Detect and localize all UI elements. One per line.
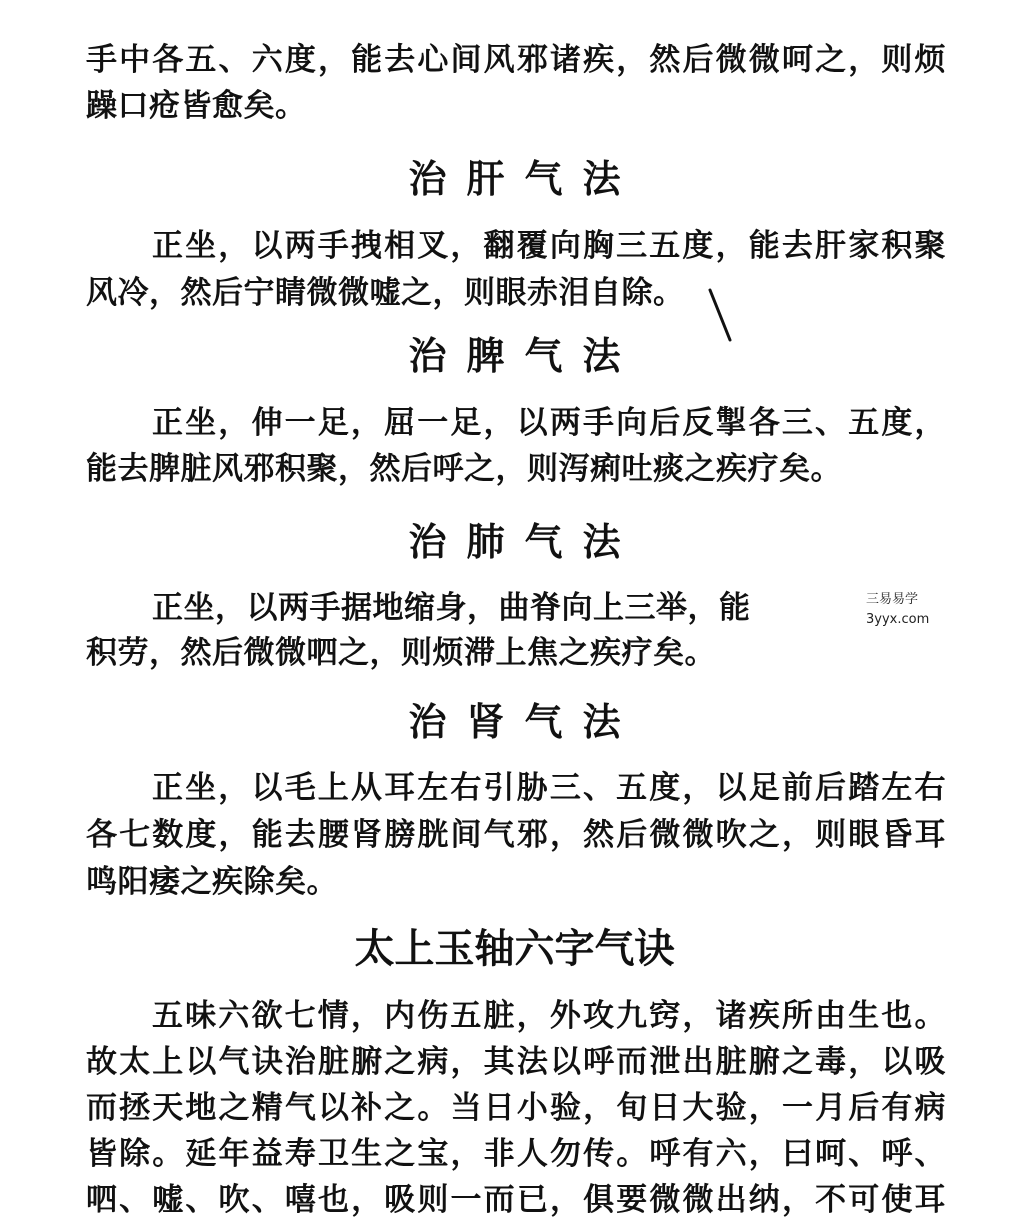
watermark-line: 3yyx.com (866, 612, 930, 627)
paragraph-line: 而拯天地之精气以补之。当日小验，旬日大验，一月后有病 (86, 1090, 946, 1126)
section-heading-kidney: 治肾气法 (408, 699, 641, 744)
paragraph-line: 正坐，以两手拽相叉，翻覆向胸三五度，能去肝家积聚 (152, 228, 946, 264)
paragraph-line: 风冷，然后宁睛微微嘘之，则眼赤泪自除。 (86, 275, 685, 311)
paragraph-line: 鸣阳痿之疾除矣。 (86, 864, 338, 900)
site-watermark (866, 590, 956, 630)
paragraph-line: 呬、嘘、吹、嘻也，吸则一而已，俱要微微出纳，不可使耳 (86, 1182, 946, 1218)
paragraph-line: 手中各五、六度，能去心间风邪诸疾，然后微微呵之，则烦 (86, 42, 946, 78)
section-heading-spleen: 治脾气法 (408, 333, 641, 378)
paragraph-line: 正坐，伸一足，屈一足，以两手向后反掣各三、五度， (152, 405, 946, 441)
section-heading-six-character-formula: 太上玉轴六字气诀 (354, 925, 675, 972)
paragraph-line: 积劳，然后微微呬之，则烦滞上焦之疾疗矣。 (86, 635, 716, 671)
paragraph-line: 皆除。延年益寿卫生之宝，非人勿传。呼有六，曰呵、呼、 (86, 1136, 946, 1172)
paragraph-line: 正坐，以两手据地缩身，曲脊向上三举，能 (152, 590, 751, 626)
paragraph-line: 能去脾脏风邪积聚，然后呼之，则泻痢吐痰之疾疗矣。 (86, 451, 842, 487)
section-heading-liver: 治肝气法 (408, 156, 641, 201)
paragraph-line: 故太上以气诀治脏腑之病，其法以呼而泄出脏腑之毒，以吸 (86, 1044, 946, 1080)
paragraph-line: 五味六欲七情，内伤五脏，外攻九窍，诸疾所由生也。 (152, 998, 946, 1034)
paragraph-line: 躁口疮皆愈矣。 (86, 88, 307, 124)
paragraph-line: 各七数度，能去腰肾膀胱间气邪，然后微微吹之，则眼昏耳 (86, 817, 946, 853)
section-heading-lung: 治肺气法 (408, 519, 641, 564)
watermark-line: 三易易学 (866, 592, 919, 607)
paragraph-line: 正坐，以毛上从耳左右引胁三、五度，以足前后踏左右 (152, 770, 946, 806)
